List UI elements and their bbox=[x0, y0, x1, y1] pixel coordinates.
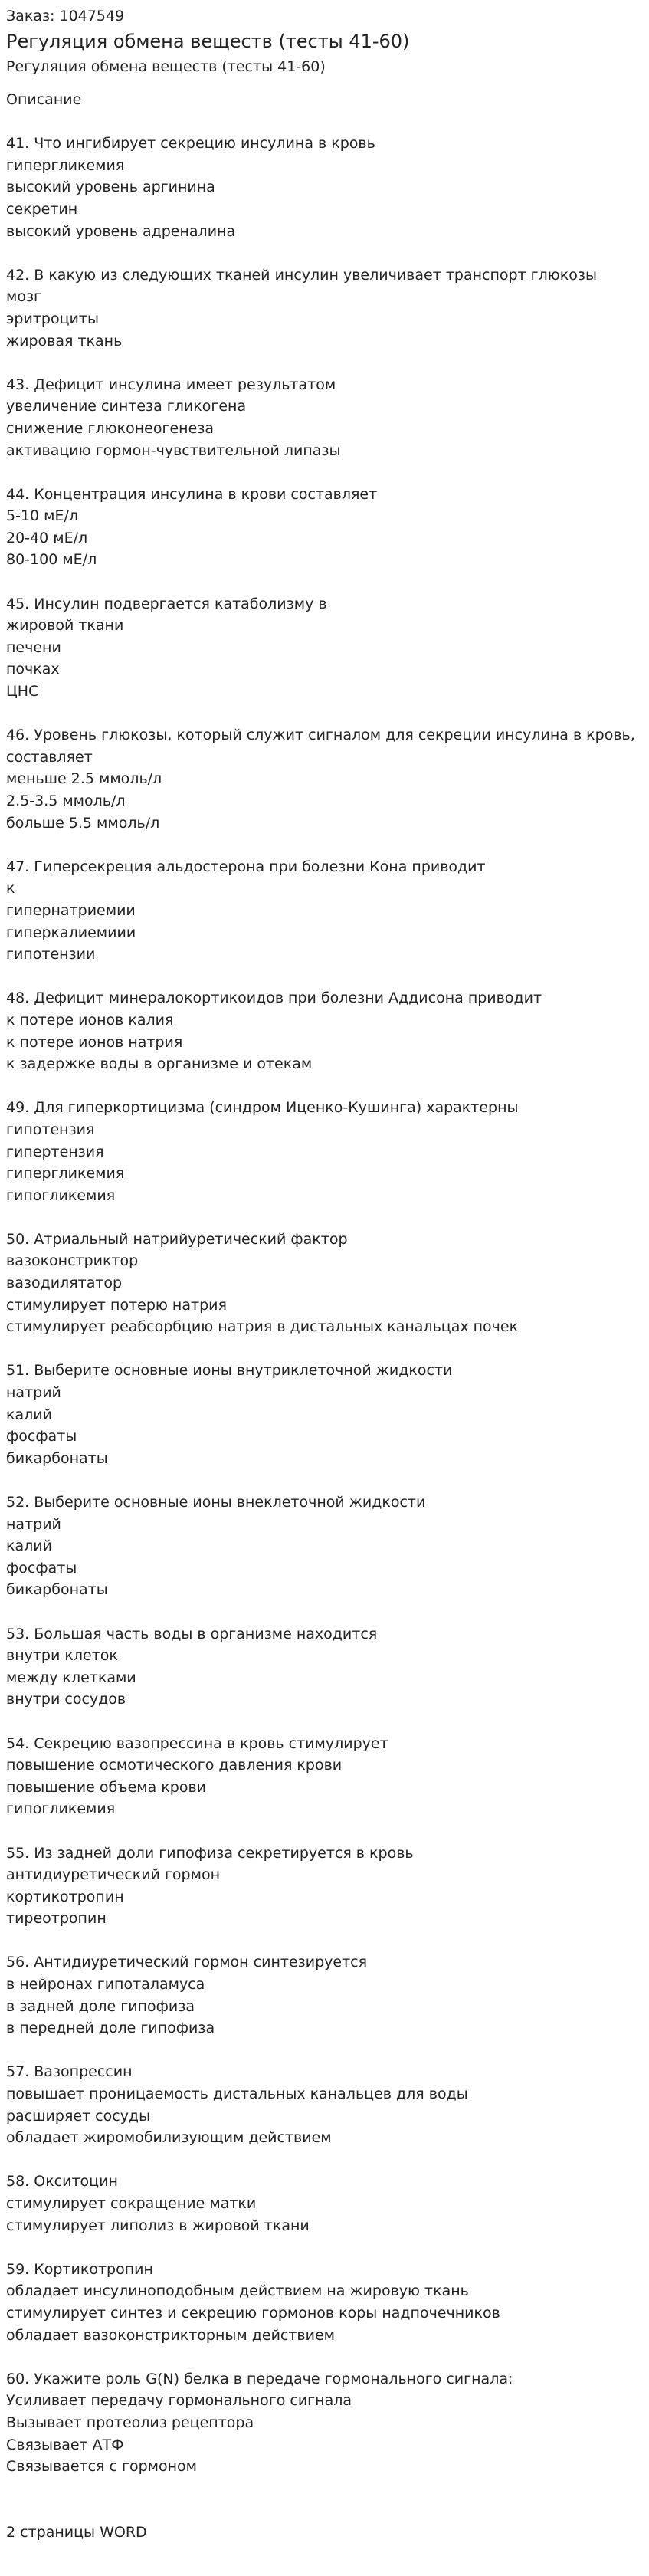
answer-option: 20-40 мЕ/л bbox=[6, 529, 88, 546]
answer-option: вазодилятатор bbox=[6, 1275, 123, 1292]
answer-option: Вызывает протеолиз рецептора bbox=[6, 2414, 254, 2431]
answer-option: бикарбонаты bbox=[6, 1449, 108, 1467]
answer-option: повышает проницаемость дистальных канальцев для воды bbox=[6, 2085, 468, 2103]
question-text: 45. Инсулин подвергается катаболизму в bbox=[6, 595, 327, 612]
answer-option: Связывает АТФ bbox=[6, 2436, 124, 2453]
question-block bbox=[6, 593, 643, 703]
answer-option: больше 5.5 ммоль/л bbox=[6, 814, 160, 832]
answer-option: гипотензии bbox=[6, 946, 96, 963]
answer-option: активацию гормон-чувствительной липазы bbox=[6, 441, 341, 459]
questions-list bbox=[6, 133, 643, 2478]
question-block bbox=[6, 133, 643, 242]
answer-option: гипогликемия bbox=[6, 1186, 116, 1204]
description-heading: Описание bbox=[6, 91, 82, 108]
answer-option: фосфаты bbox=[6, 1428, 77, 1446]
question-text: 60. Укажите роль G(N) белка в передаче гормонального сигнала: bbox=[6, 2370, 513, 2387]
answer-option: снижение глюконеогенеза bbox=[6, 419, 215, 437]
answer-option: жировая ткань bbox=[6, 332, 123, 349]
answer-option: гипогликемия bbox=[6, 1800, 116, 1818]
answer-option: обладает инсулиноподобным действием на жировую ткань bbox=[6, 2282, 469, 2300]
question-block bbox=[6, 264, 643, 352]
answer-option: в нейронах гипоталамуса bbox=[6, 1976, 205, 1994]
answer-option: 80-100 мЕ/л bbox=[6, 551, 97, 569]
answer-option: вазоконстриктор bbox=[6, 1252, 139, 1270]
answer-option: в передней доле гипофиза bbox=[6, 2020, 215, 2037]
question-block bbox=[6, 1360, 643, 1469]
answer-option: гиперкалиемиии bbox=[6, 924, 136, 941]
answer-option: гипернатриемии bbox=[6, 901, 136, 919]
answer-option: к bbox=[6, 880, 15, 897]
answer-option: бикарбонаты bbox=[6, 1581, 108, 1599]
question-text: 51. Выберите основные ионы внутриклеточной жидкости bbox=[6, 1362, 453, 1380]
answer-option: эритроциты bbox=[6, 310, 99, 327]
question-text: 50. Атриальный натрийуретический фактор bbox=[6, 1230, 348, 1248]
question-block bbox=[6, 1843, 643, 1930]
question-text: 49. Для гиперкортицизма (синдром Иценко-Кушинга) характерны bbox=[6, 1099, 519, 1117]
answer-option: к потере ионов натрия bbox=[6, 1033, 183, 1051]
answer-option: антидиуретический гормон bbox=[6, 1866, 220, 1884]
answer-option: печени bbox=[6, 638, 61, 656]
answer-option: натрий bbox=[6, 1515, 61, 1533]
answer-option: гипергликемия bbox=[6, 156, 125, 174]
answer-option: стимулирует сокращение матки bbox=[6, 2195, 257, 2212]
question-block bbox=[6, 1229, 643, 1338]
page-subtitle: Регуляция обмена веществ (тесты 41-60) bbox=[6, 58, 326, 75]
question-text: 56. Антидиуретический гормон синтезируется bbox=[6, 1954, 368, 1971]
answer-option: натрий bbox=[6, 1384, 61, 1402]
answer-option: Связывается с гормоном bbox=[6, 2458, 198, 2476]
question-text: 53. Большая часть воды в организме находится bbox=[6, 1625, 378, 1642]
answer-option: стимулирует липолиз в жировой ткани bbox=[6, 2217, 310, 2234]
answer-option: почках bbox=[6, 661, 60, 678]
answer-option: в задней доле гипофиза bbox=[6, 1997, 195, 2015]
question-block bbox=[6, 484, 643, 571]
page-count-note: 2 страницы WORD bbox=[6, 2523, 147, 2541]
answer-option: мозг bbox=[6, 288, 42, 306]
answer-option: повышение осмотического давления крови bbox=[6, 1757, 343, 1774]
answer-option: кортикотропин bbox=[6, 1888, 124, 1905]
question-text: 54. Секрецию вазопрессина в кровь стимулирует bbox=[6, 1734, 388, 1752]
answer-option: высокий уровень аргинина bbox=[6, 179, 215, 196]
question-text: 48. Дефицит минералокортикоидов при болезни Аддисона приводит bbox=[6, 989, 542, 1007]
answer-option: тиреотропин bbox=[6, 1910, 107, 1928]
question-text: 44. Концентрация инсулина в крови составляет bbox=[6, 485, 378, 503]
answer-option: внутри сосудов bbox=[6, 1691, 126, 1708]
answer-option: стимулирует синтез и секрецию гормонов коры надпочечников bbox=[6, 2304, 500, 2322]
answer-option: стимулирует реабсорбцию натрия в дистальных канальцах почек bbox=[6, 1318, 519, 1336]
question-block bbox=[6, 2259, 643, 2346]
question-text: 46. Уровень глюкозы, который служит сигналом для секреции инсулина в кровь, составляет bbox=[6, 727, 635, 766]
question-block bbox=[6, 1491, 643, 1601]
question-text: 55. Из задней доли гипофиза секретируется в кровь bbox=[6, 1844, 414, 1862]
question-block bbox=[6, 2061, 643, 2148]
question-block bbox=[6, 374, 643, 461]
page-title: Регуляция обмена веществ (тесты 41-60) bbox=[6, 31, 410, 52]
question-text: 42. В какую из следующих тканей инсулин увеличивает транспорт глюкозы bbox=[6, 266, 597, 284]
question-text: 41. Что ингибирует секрецию инсулина в кровь bbox=[6, 135, 375, 153]
question-block bbox=[6, 1733, 643, 1820]
question-text: 43. Дефицит инсулина имеет результатом bbox=[6, 376, 336, 393]
answer-option: расширяет сосуды bbox=[6, 2107, 151, 2125]
question-text: 58. Окситоцин bbox=[6, 2173, 118, 2190]
question-block bbox=[6, 1951, 643, 2039]
answer-option: ЦНС bbox=[6, 683, 39, 701]
question-block bbox=[6, 856, 643, 966]
question-text: 47. Гиперсекреция альдостерона при болезни Кона приводит bbox=[6, 858, 486, 875]
answer-option: обладает вазоконстрикторным действием bbox=[6, 2326, 336, 2344]
answer-option: секретин bbox=[6, 200, 78, 218]
answer-option: 5-10 мЕ/л bbox=[6, 507, 79, 525]
question-text: 52. Выберите основные ионы внеклеточной жидкости bbox=[6, 1494, 426, 1511]
answer-option: калий bbox=[6, 1406, 52, 1423]
question-block bbox=[6, 987, 643, 1075]
answer-option: между клетками bbox=[6, 1669, 136, 1686]
answer-option: жировой ткани bbox=[6, 617, 124, 635]
answer-option: повышение объема крови bbox=[6, 1778, 206, 1796]
answer-option: внутри клеток bbox=[6, 1647, 118, 1665]
answer-option: к потере ионов калия bbox=[6, 1011, 174, 1029]
answer-option: гипертензия bbox=[6, 1143, 104, 1160]
answer-option: обладает жиромобилизующим действием bbox=[6, 2129, 332, 2147]
answer-option: меньше 2.5 ммоль/л bbox=[6, 770, 162, 788]
order-number: Заказ: 1047549 bbox=[6, 8, 125, 25]
question-block bbox=[6, 1623, 643, 1711]
answer-option: фосфаты bbox=[6, 1559, 77, 1577]
answer-option: 2.5-3.5 ммоль/л bbox=[6, 792, 126, 809]
question-block bbox=[6, 1097, 643, 1206]
answer-option: гипотензия bbox=[6, 1121, 95, 1138]
answer-option: гипергликемия bbox=[6, 1165, 125, 1183]
answer-option: калий bbox=[6, 1537, 52, 1555]
question-block bbox=[6, 2368, 643, 2478]
answer-option: высокий уровень адреналина bbox=[6, 222, 236, 240]
question-block bbox=[6, 2171, 643, 2236]
question-block bbox=[6, 724, 643, 834]
question-text: 57. Вазопрессин bbox=[6, 2063, 133, 2081]
answer-option: увеличение синтеза гликогена bbox=[6, 398, 247, 415]
question-text: 59. Кортикотропин bbox=[6, 2260, 153, 2278]
answer-option: стимулирует потерю натрия bbox=[6, 1296, 227, 1314]
answer-option: Усиливает передачу гормонального сигнала bbox=[6, 2392, 352, 2410]
answer-option: к задержке воды в организме и отекам bbox=[6, 1055, 313, 1073]
